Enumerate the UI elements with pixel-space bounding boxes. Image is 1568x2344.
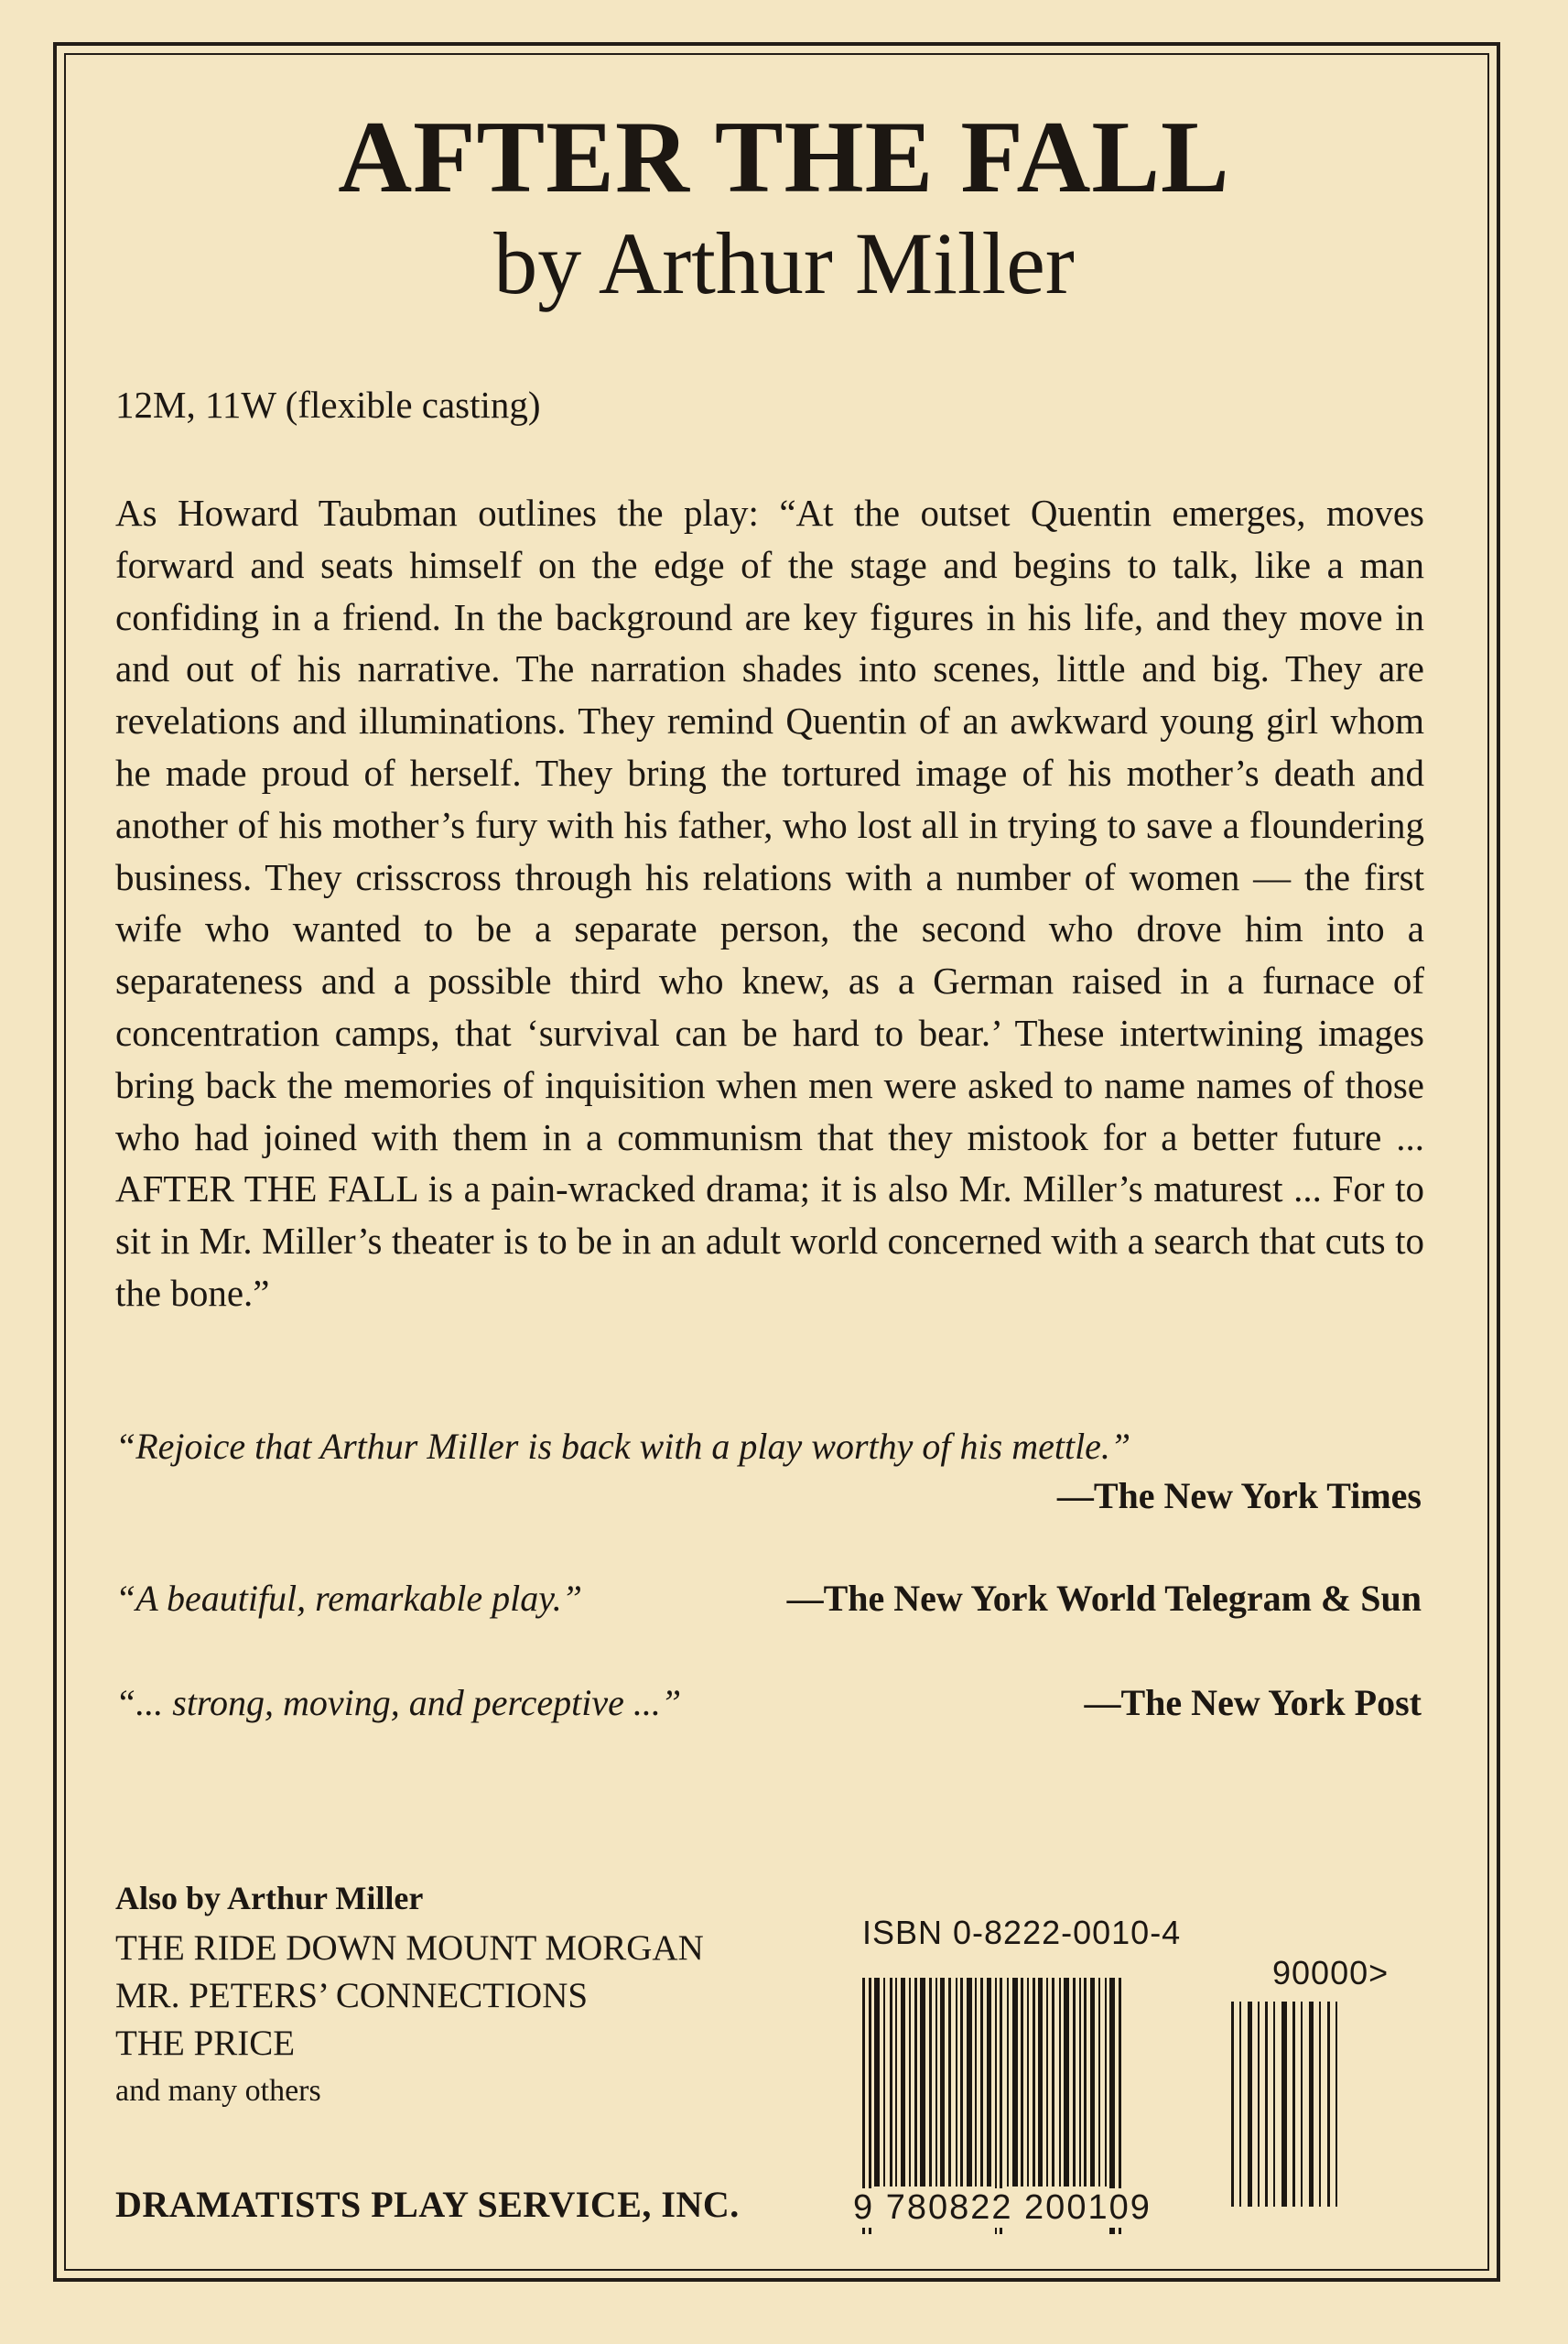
barcode-bar <box>1084 1978 1087 2187</box>
ean-digits: 9 780822 200109 <box>853 2188 1152 2227</box>
barcode-bar <box>1231 2002 1234 2207</box>
quote-source: —The New York World Telegram & Sun <box>786 1578 1422 1619</box>
barcode-bar <box>1064 1978 1069 2187</box>
barcode-bar <box>1033 1978 1035 2187</box>
barcode-bar <box>1073 1978 1076 2187</box>
barcode-bar <box>1105 1978 1107 2187</box>
barcode-bar <box>1336 2002 1337 2207</box>
barcode-bar <box>895 1978 897 2187</box>
barcode-bar <box>914 1978 917 2187</box>
barcode-bar <box>975 1978 977 2187</box>
barcode-bar <box>980 1978 983 2187</box>
barcode-bar <box>1309 2002 1314 2207</box>
barcode-bar <box>901 1978 905 2187</box>
barcode-bar <box>883 1978 885 2187</box>
barcode-bar <box>935 1978 937 2187</box>
barcode-bar <box>1012 1978 1018 2187</box>
barcode-bar <box>1239 2002 1241 2207</box>
barcode-bar <box>940 1978 945 2187</box>
publisher-name: DRAMATISTS PLAY SERVICE, INC. <box>115 2184 740 2225</box>
also-by-title: MR. PETERS’ CONNECTIONS <box>115 1976 589 2015</box>
barcode-bar <box>874 1978 880 2187</box>
barcode-bar <box>1090 1978 1095 2187</box>
barcode-bar <box>960 1978 963 2187</box>
addon-code: 90000> <box>1272 1954 1390 1991</box>
barcode-bar <box>1079 1978 1081 2187</box>
barcode-bar <box>948 1978 951 2187</box>
barcode-bar <box>1059 1978 1061 2187</box>
quote-text: “A beautiful, remarkable play.” <box>115 1578 582 1619</box>
barcode-bar <box>1319 2002 1321 2207</box>
also-by-more: and many others <box>115 2074 321 2108</box>
barcode-bar <box>1327 2002 1330 2207</box>
barcode-bar <box>1038 1978 1043 2187</box>
barcode-bar <box>1248 2002 1252 2207</box>
barcode-bar <box>1273 2002 1275 2207</box>
barcode-bar <box>929 1978 932 2187</box>
barcode-bar <box>1258 2002 1260 2207</box>
quote-text: “... strong, moving, and perceptive ...” <box>115 1682 682 1723</box>
barcode-bar <box>920 1978 925 2187</box>
barcode-bar <box>1021 1978 1023 2187</box>
also-by-title: THE RIDE DOWN MOUNT MORGAN <box>115 1928 704 1968</box>
barcode-bar <box>1098 1978 1100 2187</box>
barcode-bar <box>1301 2002 1303 2207</box>
barcode-bar <box>1281 2002 1287 2207</box>
also-by-title: THE PRICE <box>115 2024 296 2063</box>
barcode-bar <box>1007 1978 1009 2187</box>
quote-source: —The New York Post <box>1084 1682 1422 1723</box>
barcode-bar <box>909 1978 911 2187</box>
barcode-bar <box>987 1978 991 2187</box>
barcode-bar <box>1292 2002 1295 2207</box>
barcode-bar <box>956 1978 957 2187</box>
barcode-bar <box>890 1978 892 2187</box>
barcode <box>851 1914 1437 2243</box>
barcode-bar <box>1052 1978 1054 2187</box>
isbn-label: ISBN 0-8222-0010-4 <box>862 1914 1182 1951</box>
barcode-bar <box>1027 1978 1029 2187</box>
barcode-bar <box>1265 2002 1268 2207</box>
book-author: by Arthur Miller <box>493 214 1075 312</box>
book-title: AFTER THE FALL <box>338 101 1230 214</box>
also-by-heading: Also by Arthur Miller <box>115 1880 424 1916</box>
also-by-list <box>115 1925 704 2115</box>
quote-text: “Rejoice that Arthur Miller is back with a play worthy of his mettle.” <box>115 1426 1131 1467</box>
barcode-bar <box>1046 1978 1048 2187</box>
barcode-bar <box>967 1978 972 2187</box>
synopsis: As Howard Taubman outlines the play: “At the outset Quentin emerges, moves forward and seats himself on the edge of the stage and begins to talk, like a man confiding in a friend. In the background are key figures in his life, and they move in and out of his narrative. The narration shades into scenes, little and big. They are revelations and illuminations. They remind Quentin of an awkward young girl whom he made proud of herself. They bring the tortured image of his mother’s death and another of his mother’s fury with his father, who lost all in trying to save a floundering business. They crisscross through his relations with a number of women — the first wife who wanted to be a separate person, the second who drove him into a separateness and a possible third who knew, as a German raised in a furnace of concentration camps, that ‘survival can be hard to bear.’ These intertwining images bring back the memories of inquisition when men were asked to name names of those who had joined with them in a communism that they mistook for a better future ... AFTER THE FALL is a pain-wracked drama; it is also Mr. Miller’s maturest ... For to sit in Mr. Miller’s theater is to be in an adult world concerned with a search that cuts to the bone.” <box>115 492 1424 1314</box>
quote-source: —The New York Times <box>1056 1475 1422 1516</box>
casting-note: 12M, 11W (flexible casting) <box>115 384 541 426</box>
